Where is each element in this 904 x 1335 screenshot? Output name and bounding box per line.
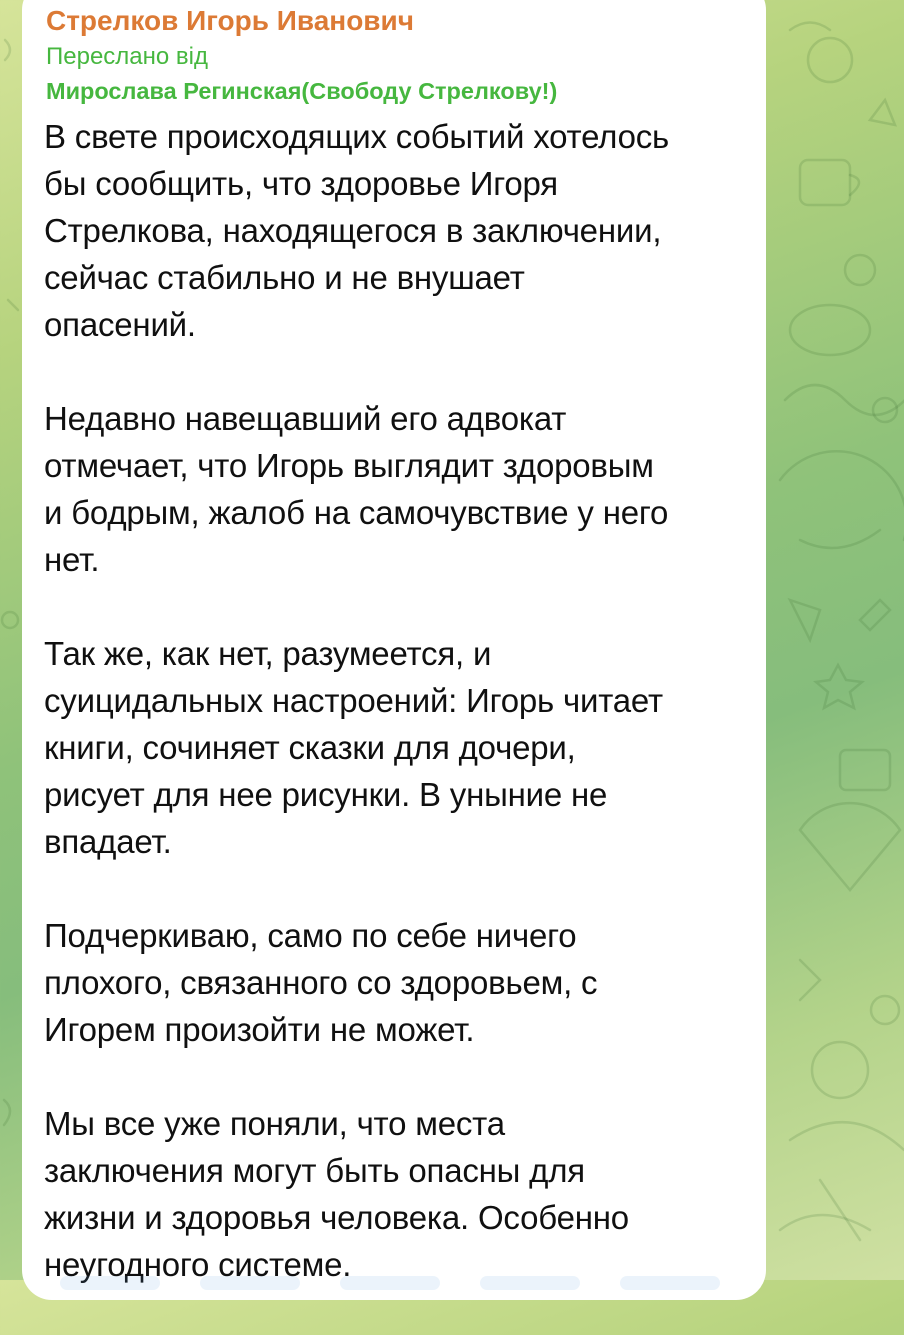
forwarded-from-name[interactable]: Мирослава Регинская(Свободу Стрелкову!): [46, 78, 558, 104]
forwarded-label: Переслано від: [46, 43, 208, 70]
sender-name[interactable]: Стрелков Игорь Иванович: [46, 5, 414, 36]
message-paragraph: [44, 395, 759, 583]
text-line: Недавно навещавший его адвокат: [44, 400, 567, 437]
reaction-chip[interactable]: [60, 1276, 160, 1290]
text-line: сейчас стабильно и не внушает: [44, 259, 525, 296]
text-line: В свете происходящих событий хотелось: [44, 118, 670, 155]
text-line: рисует для нее рисунки. В уныние не: [44, 776, 608, 813]
text-line: опасений.: [44, 306, 196, 343]
text-line: Игорем произойти не может.: [44, 1011, 475, 1048]
text-line: Так же, как нет, разумеется, и: [44, 635, 492, 672]
text-line: бы сообщить, что здоровье Игоря: [44, 165, 558, 202]
message-text: [44, 113, 759, 1335]
text-line: жизни и здоровья человека. Особенно: [44, 1199, 629, 1236]
text-line: заключения могут быть опасны для: [44, 1152, 585, 1189]
text-line: впадает.: [44, 823, 172, 860]
reaction-chip[interactable]: [620, 1276, 720, 1290]
text-line: неугодного системе.: [44, 1246, 352, 1283]
text-line: Стрелкова, находящегося в заключении,: [44, 212, 662, 249]
reaction-chip[interactable]: [340, 1276, 440, 1290]
text-line: Подчеркиваю, само по себе ничего: [44, 917, 577, 954]
message-paragraph: [44, 1100, 759, 1288]
message-paragraph: [44, 912, 759, 1053]
reaction-chip[interactable]: [480, 1276, 580, 1290]
reaction-chip[interactable]: [200, 1276, 300, 1290]
text-line: плохого, связанного со здоровьем, с: [44, 964, 598, 1001]
message-paragraph: [44, 630, 759, 865]
reaction-row: [60, 1270, 740, 1280]
message-paragraph: [44, 113, 759, 348]
text-line: суицидальных настроений: Игорь читает: [44, 682, 663, 719]
text-line: нет.: [44, 541, 100, 578]
text-line: и бодрым, жалоб на самочувствие у него: [44, 494, 669, 531]
text-line: отмечает, что Игорь выглядит здоровым: [44, 447, 654, 484]
text-line: Мы все уже поняли, что места: [44, 1105, 505, 1142]
text-line: книги, сочиняет сказки для дочери,: [44, 729, 576, 766]
